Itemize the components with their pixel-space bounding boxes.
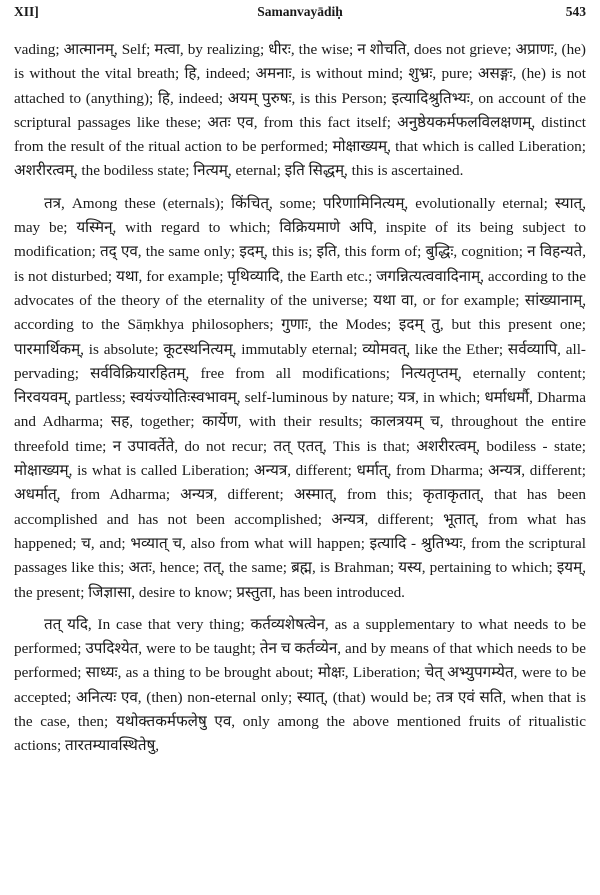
- chapter-marker: XII]: [14, 4, 39, 19]
- running-title: Samanvayādiḥ: [257, 4, 343, 19]
- running-header: [14, 4, 586, 26]
- page-number: 543: [565, 4, 586, 19]
- paragraph-continuation: vading; आत्मानम्, Self; मत्वा, by realizing; धीरः, the wise; न शोचति, does not grieve; अप्राणः, (he) is without the vital breath; हि, indeed; अमनाः, is without mind; शुभ्रः, pure; असङ्गः, (he) is not attached to (anything); हि, indeed; अयम् पुरुषः, is this Person; इत्यादिश्रुतिभ्यः, on account of the scriptural passages like these; अतः एव, from this fact itself; अनुष्ठेयकर्मफलविलक्षणम्, distinct from the result of the ritual action to be performed; मोक्षाख्यम्, that which is called Liberation; अशरीरत्वम्, the bodiless state; नित्यम्, eternal; इति सिद्धम्, this is ascertained.: [14, 41, 586, 180]
- body-text: [14, 38, 586, 759]
- paragraph-tatra: तत्र, Among these (eternals); किंचित्, some; परिणामिनित्यम्, evolutionally eternal; स्यात्, may be; यस्मिन्, with regard to which; विक्रियमाणे अपि, inspite of its being subject to modification; तद् एव, the same only; इदम्, this is; इति, this form of; बुद्धिः, cognition; न विहन्यते, is not disturbed; यथा, for example; पृथिव्यादि, the Earth etc.; जगन्नित्यत्ववादिनाम्, according to the advocates of the theory of the eternality of the universe; यथा वा, or for example; सांख्यानाम्, according to the Sāṃkhya philosophers; गुणाः, the Modes; इदम् तु, but this present one; पारमार्थिकम्, is absolute; कूटस्थनित्यम्, immutably eternal; व्योमवत्, like the Ether; सर्वव्यापि, all-pervading; सर्वविक्रियारहितम्, free from all modifications; नित्यतृप्तम्, eternally content; निरवयवम्, partless; स्वयंज्योतिःस्वभावम्, self-luminous by nature; यत्र, in which; धर्माधर्मौ, Dharma and Adharma; सह, together; कार्येण, with their results; कालत्रयम् च, throughout the entire threefold time; न उपावर्तेते, do not recur; तत् एतत्, This is that; अशरीरत्वम्, bodiless - state; मोक्षाख्यम्, is what is called Liberation; अन्यत्र, different; धर्मात्, from Dharma; अन्यत्र, different; अधर्मात्, from Adharma; अन्यत्र, different; अस्मात्, from this; कृताकृतात्, that has been accomplished and has not been accomplished; अन्यत्र, different; भूतात्, from what has happened; च, and; भव्यात् च, also from what will happen; इत्यादि - श्रुतिभ्यः, from the scriptural passages like this; अतः, hence; तत्, the same; ब्रह्म, is Brahman; यस्य, pertaining to which; इयम्, the present; जिज्ञासा, desire to know; प्रस्तुता, has been introduced.: [14, 194, 586, 601]
- paragraph-tat-yadi: तत् यदि, In case that very thing; कर्तव्यशेषत्वेन, as a supplementary to what needs to be performed; उपदिश्येत, were to be taught; तेन च कर्तव्येन, and by means of that which needs to be performed; साध्यः, as a thing to be brought about; मोक्षः, Liberation; चेत् अभ्युपगम्येत, were to be accepted; अनित्यः एव, (then) non-eternal only; स्यात्, (that) would be; तत्र एवं सति, when that is the case, then; यथोक्तकर्मफलेषु एव, only among the above mentioned fruits of ritualistic actions; तारतम्यावस्थितेषु,: [14, 615, 586, 755]
